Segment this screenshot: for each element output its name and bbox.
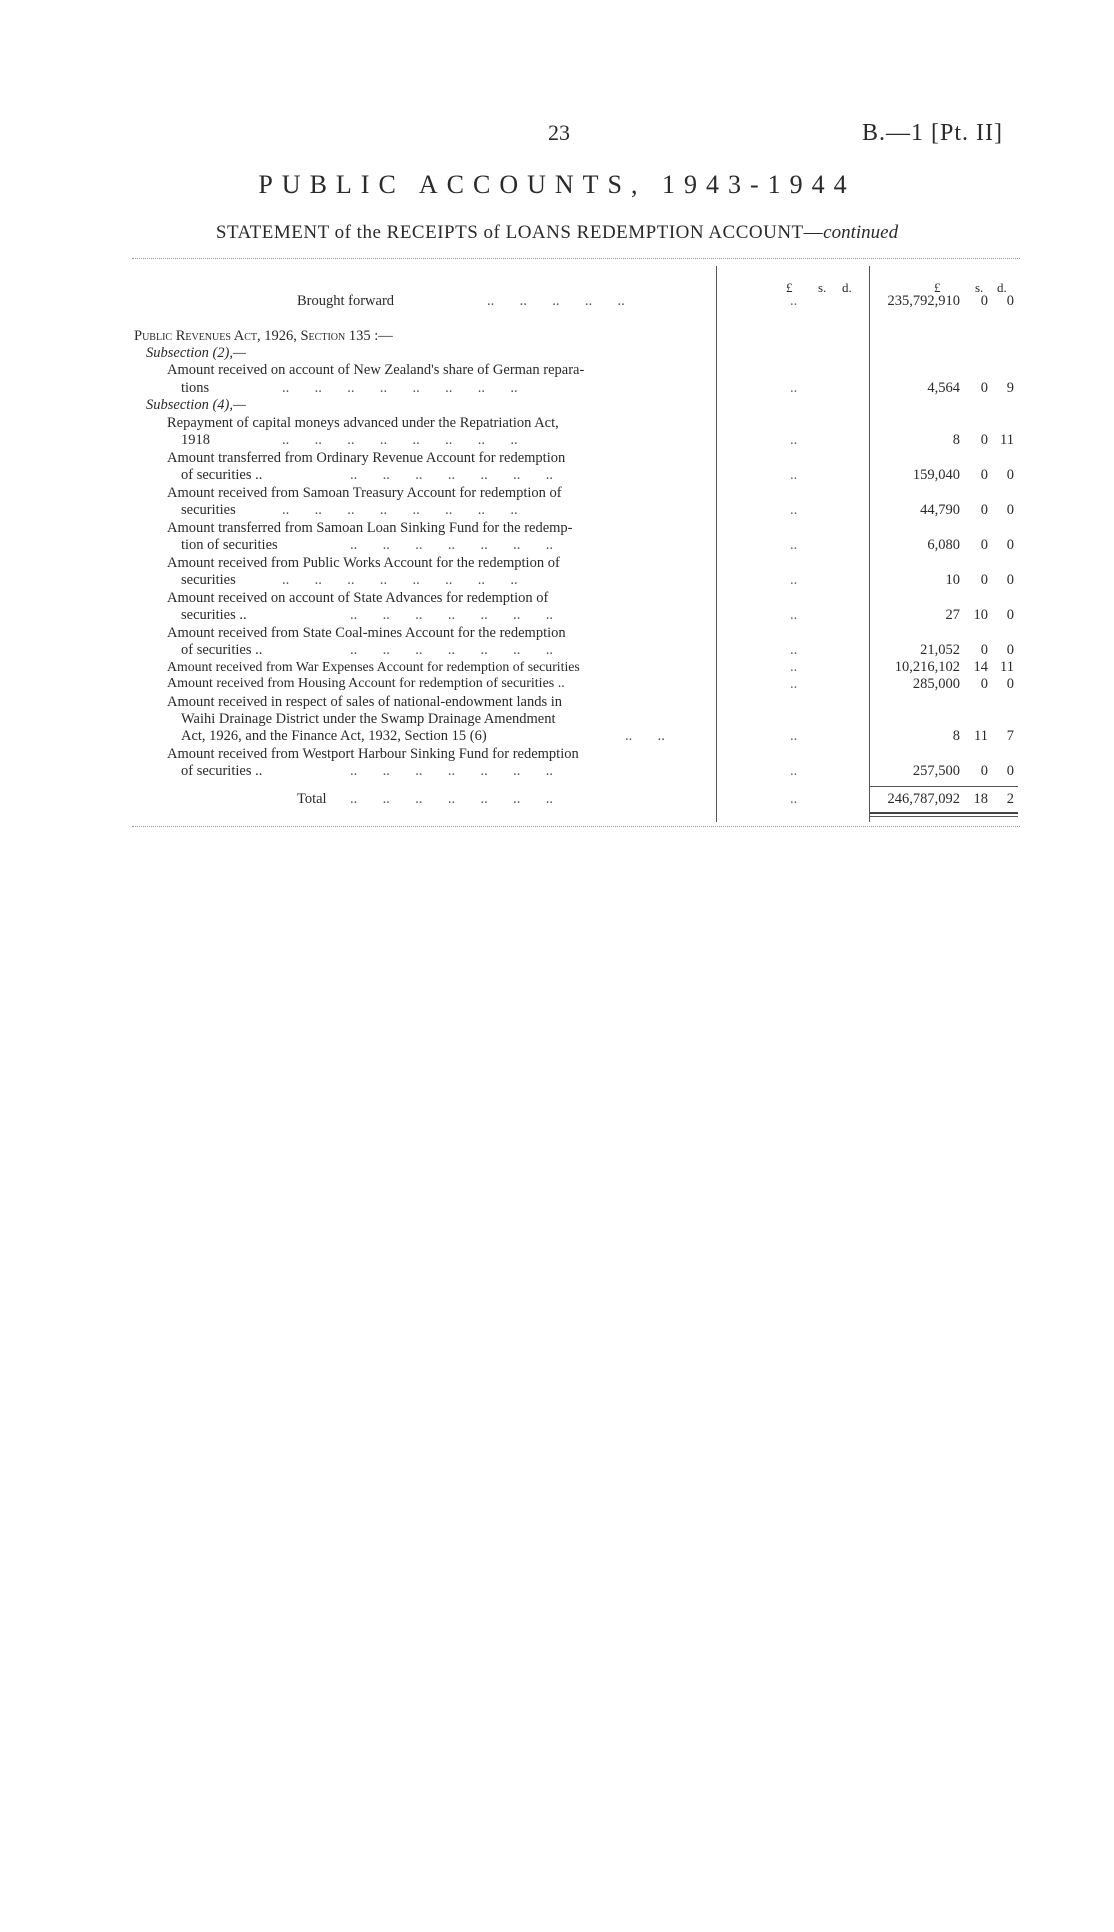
pence-value: 0 [1006, 537, 1014, 553]
section-heading: Public Revenues Act, 1926, Section 135 :— [134, 328, 393, 344]
entry-4-line-0 [0, 520, 1114, 538]
entry-text: tions [181, 380, 210, 396]
entry-8-line-0 [0, 659, 1114, 677]
shillings-value: 11 [974, 728, 988, 744]
entry-11-line-0 [0, 746, 1114, 764]
entry-3-line-1 [0, 502, 1114, 520]
col1-pence-header: d. [842, 280, 852, 295]
entry-text: Amount received from State Coal-mines Account for the redemption [167, 625, 566, 641]
pounds-value: 285,000 [912, 676, 960, 692]
entry-text: tion of securities [181, 537, 278, 553]
leader-dots: .. .. .. .. .. .. .. [350, 537, 553, 553]
pounds-value: 8 [952, 432, 960, 448]
entry-text: of securities .. [181, 763, 263, 779]
col1-value: .. [790, 763, 798, 779]
entry-text: Waihi Drainage District under the Swamp Drainage Amendment [181, 711, 556, 727]
pence-value: 0 [1006, 293, 1014, 309]
top-rule [132, 258, 1020, 259]
entry-6-line-1 [0, 607, 1114, 625]
pounds-value: 10,216,102 [894, 659, 960, 675]
pence-value: 0 [1006, 572, 1014, 588]
entry-text: 1918 [181, 432, 210, 448]
entry-text: Amount transferred from Samoan Loan Sinking Fund for the redemp- [167, 520, 573, 536]
entry-text: Amount received from Samoan Treasury Account for redemption of [167, 485, 562, 501]
bottom-rule [132, 826, 1020, 827]
col1-value: .. [790, 642, 798, 658]
pence-value: 0 [1006, 642, 1014, 658]
pence-value: 7 [1006, 728, 1014, 744]
entry-2-line-0 [0, 450, 1114, 468]
section-heading-row [0, 328, 1114, 346]
entry-text: securities [181, 502, 236, 518]
col1-value: .. [790, 502, 798, 518]
statement-subtitle [0, 222, 1114, 244]
leader-dots: .. .. .. .. .. .. .. .. [282, 572, 518, 588]
shillings-value: 0 [980, 432, 988, 448]
total-rule-above [870, 786, 1018, 787]
subtitle-continued: continued [823, 222, 899, 243]
pounds-value: 10 [945, 572, 960, 588]
leader-dots: .. .. [625, 728, 665, 744]
entry-text: Amount received from War Expenses Account for redemption of securities [167, 659, 580, 674]
leader-dots: .. .. .. .. .. .. .. .. [282, 502, 518, 518]
pounds-value: 257,500 [912, 763, 960, 779]
entry-11-line-1 [0, 763, 1114, 781]
entry-4-line-1 [0, 537, 1114, 555]
leader-dots: .. .. .. .. .. .. .. [350, 763, 553, 779]
shillings-value: 10 [973, 607, 988, 623]
pence-value: 0 [1006, 502, 1014, 518]
col1-shilling-header: s. [818, 280, 827, 295]
col1-value: .. [790, 659, 798, 675]
pounds-value: 6,080 [927, 537, 960, 553]
subtitle-main: STATEMENT of the RECEIPTS of LOANS REDEMPTION ACCOUNT— [215, 222, 824, 243]
entry-text: of securities .. [181, 467, 263, 483]
pence-value: 0 [1006, 467, 1014, 483]
col2-shilling-header: s. [975, 280, 984, 295]
col1-value: .. [790, 380, 798, 396]
total-rule-below-double [870, 816, 1018, 817]
entry-10-line-1 [0, 711, 1114, 729]
entry-1-line-1 [0, 432, 1114, 450]
entry-5-line-1 [0, 572, 1114, 590]
shillings-value: 0 [980, 380, 988, 396]
entry-text: Repayment of capital moneys advanced under the Repatriation Act, [167, 415, 559, 431]
entry-text: Amount received from Public Works Account for the redemption of [167, 555, 560, 571]
entry-text: Amount received on account of New Zealand's share of German repara- [167, 362, 585, 378]
leader-dots: .. .. .. .. .. .. .. [350, 467, 553, 483]
entry-text: of securities .. [181, 642, 263, 658]
pounds-value: 21,052 [920, 642, 960, 658]
total-row [0, 791, 1114, 809]
entry-2-line-1 [0, 467, 1114, 485]
pence-value: 0 [1006, 763, 1014, 779]
entry-text: Amount received from Housing Account for redemption of securities .. [167, 676, 565, 691]
leader-dots: .. .. .. .. .. .. .. [350, 642, 553, 658]
col1-value: .. [790, 467, 798, 483]
brought-forward-label: Brought forward [297, 293, 395, 309]
pounds-value: 8 [952, 728, 960, 744]
total-rule-below [870, 812, 1018, 814]
leader-dots: .. .. .. .. .. .. .. [350, 791, 553, 807]
leader-dots: .. .. .. .. .. .. .. .. [282, 432, 518, 448]
pounds-value: 159,040 [912, 467, 960, 483]
total-pounds: 246,787,092 [887, 791, 960, 807]
entry-6-line-0 [0, 590, 1114, 608]
entry-text: Act, 1926, and the Finance Act, 1932, Section 15 (6) [181, 728, 487, 744]
entry-9-line-0 [0, 676, 1114, 694]
shillings-value: 0 [980, 467, 988, 483]
shillings-value: 14 [973, 659, 988, 675]
col2-pound-header: £ [934, 280, 941, 295]
shillings-value: 0 [980, 572, 988, 588]
entry-text: Amount received from Westport Harbour Sinking Fund for redemption [167, 746, 579, 762]
pence-value: 0 [1006, 607, 1014, 623]
shillings-value: 0 [980, 676, 988, 692]
col1-value: .. [790, 572, 798, 588]
subsection-2-heading: Subsection (2),— [146, 345, 246, 361]
pence-value: 0 [1006, 676, 1014, 692]
pounds-value: 4,564 [927, 380, 960, 396]
subsection-2-row [0, 345, 1114, 363]
pounds-value: 27 [945, 607, 960, 623]
entry-7-line-1 [0, 642, 1114, 660]
entry-text: Amount transferred from Ordinary Revenue Account for redemption [167, 450, 566, 466]
col1-value: .. [790, 607, 798, 623]
col1-value: .. [790, 728, 798, 744]
entry-10-line-0 [0, 694, 1114, 712]
entry-1-line-0 [0, 415, 1114, 433]
document-reference: B.—1 [Pt. II] [862, 120, 1003, 146]
entry-0-line-1 [0, 380, 1114, 398]
col1-value: .. [790, 293, 798, 309]
entry-7-line-0 [0, 625, 1114, 643]
leader-dots: .. .. .. .. .. .. .. .. [282, 380, 518, 396]
leader-dots: .. .. .. .. .. [487, 293, 625, 309]
entry-10-line-2 [0, 728, 1114, 746]
total-shillings: 18 [973, 791, 988, 807]
pounds-value: 44,790 [920, 502, 960, 518]
pence-value: 9 [1006, 380, 1014, 396]
entry-5-line-0 [0, 555, 1114, 573]
col1-pound-header: £ [786, 280, 793, 295]
subsection-4-heading: Subsection (4),— [146, 397, 246, 413]
total-pence: 2 [1006, 791, 1014, 807]
page-number: 23 [548, 120, 570, 145]
col2-pence-header: d. [997, 280, 1007, 295]
col1-value: .. [790, 432, 798, 448]
col1-value: .. [790, 537, 798, 553]
leader-dots: .. .. .. .. .. .. .. [350, 607, 553, 623]
col1-value: .. [790, 676, 798, 692]
entry-text: Amount received in respect of sales of national-endowment lands in [167, 694, 563, 710]
page-title: PUBLIC ACCOUNTS, 1943-1944 [258, 170, 856, 199]
entry-text: Amount received on account of State Advances for redemption of [167, 590, 549, 606]
shillings-value: 0 [980, 642, 988, 658]
pence-value: 11 [1000, 432, 1014, 448]
entry-text: securities .. [181, 607, 247, 623]
total-label: Total [297, 791, 327, 807]
shillings-value: 0 [980, 502, 988, 518]
brought-forward-row [0, 293, 1114, 311]
entry-3-line-0 [0, 485, 1114, 503]
shillings-value: 0 [980, 293, 988, 309]
col1-value: .. [790, 791, 798, 807]
pence-value: 11 [1000, 659, 1014, 675]
entry-0-line-0 [0, 362, 1114, 380]
pounds-value: 235,792,910 [887, 293, 960, 309]
shillings-value: 0 [980, 537, 988, 553]
shillings-value: 0 [980, 763, 988, 779]
subsection-4-row [0, 397, 1114, 415]
entry-text: securities [181, 572, 236, 588]
